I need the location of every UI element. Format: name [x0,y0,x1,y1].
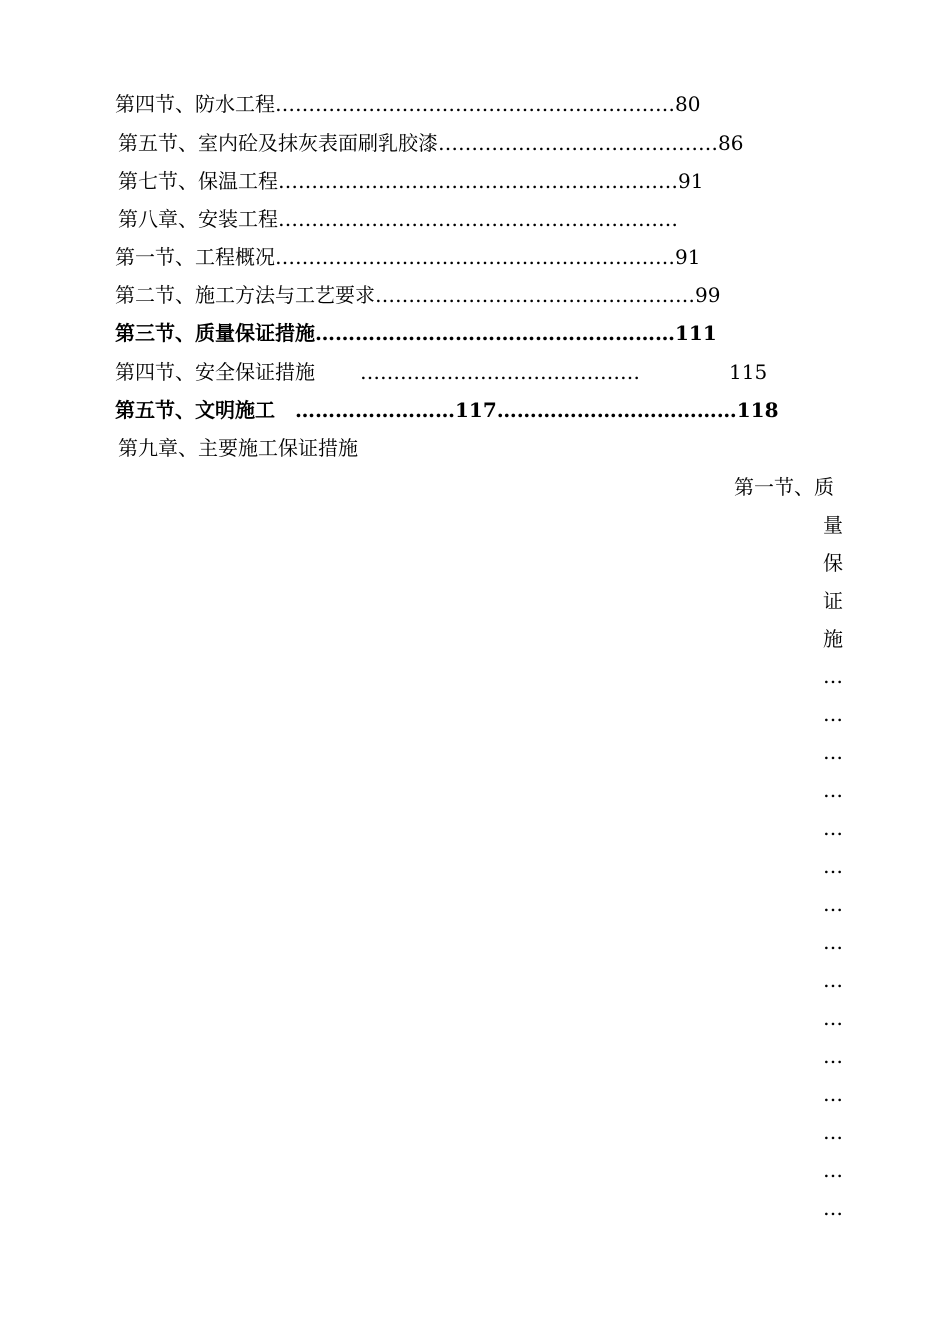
vertical-dots: … [823,816,843,840]
vertical-dots: … [823,664,843,688]
vertical-dots: … [823,778,843,802]
vertical-char: 施 [823,627,843,651]
vertical-dots: … [823,892,843,916]
toc-entry-chapter8-installation: 第八章、安装工程…………………………………………………… [118,207,678,231]
toc-entry-quality-assurance: 第三节、质量保证措施………………………………………………111 [115,321,717,345]
vertical-char: 证 [823,589,843,613]
toc-entry-safety-assurance-title: 第四节、安全保证措施 [115,360,315,384]
vertical-dots: … [823,1082,843,1106]
vertical-dots: … [823,854,843,878]
vertical-dots: … [823,740,843,764]
vertical-dots: … [823,702,843,726]
toc-entry-civilized-construction: 第五节、文明施工 ……………………117………………………………118 [115,398,779,422]
vertical-dots: … [823,1006,843,1030]
toc-entry-chapter9-assurance: 第九章、主要施工保证措施 [118,436,358,460]
vertical-dots: … [823,968,843,992]
toc-entry-safety-assurance-page: 115 [729,360,768,384]
vertical-dots: … [823,1196,843,1220]
vertical-dots: … [823,1044,843,1068]
toc-entry-safety-assurance-dots: …………………………………… [360,360,640,384]
vertical-dots: … [823,930,843,954]
toc-entry-project-overview: 第一节、工程概况……………………………………………………91 [115,245,701,269]
vertical-dots: … [823,1158,843,1182]
toc-entry-section1-quality-prefix: 第一节、质 [734,475,834,499]
toc-entry-insulation: 第七节、保温工程……………………………………………………91 [118,169,704,193]
toc-entry-latex-paint: 第五节、室内砼及抹灰表面刷乳胶漆……………………………………86 [118,131,744,155]
vertical-char: 量 [823,513,843,537]
vertical-dots: … [823,1120,843,1144]
toc-entry-waterproofing: 第四节、防水工程……………………………………………………80 [115,92,701,116]
toc-entry-construction-methods: 第二节、施工方法与工艺要求…………………………………………99 [115,283,721,307]
vertical-char: 保 [823,551,843,575]
